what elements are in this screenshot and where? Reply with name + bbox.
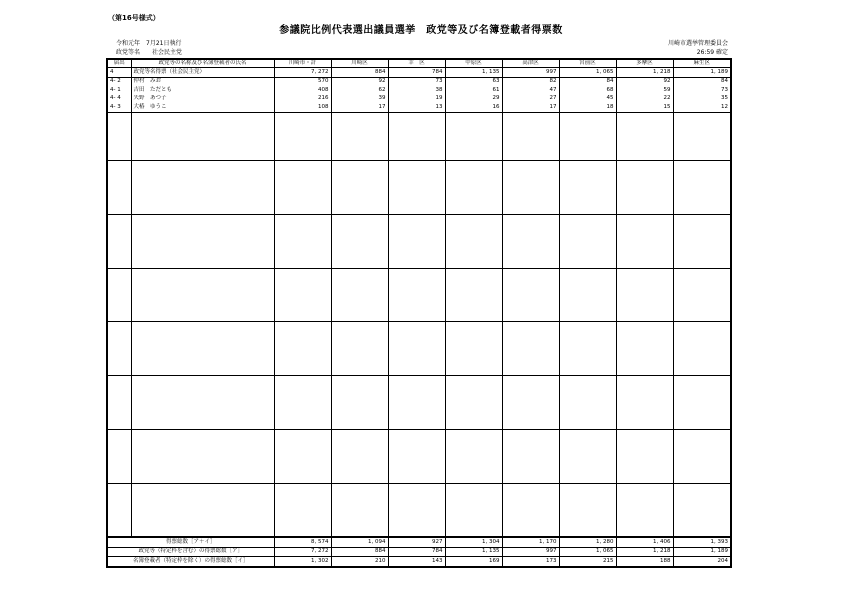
empty-cell <box>331 322 388 376</box>
vote-count: 84 <box>559 77 616 86</box>
vote-count: 997 <box>502 547 559 556</box>
total-label: 名簿登載者（特定枠を除く）の得票総数［イ］ <box>132 557 249 564</box>
empty-cell <box>331 376 388 430</box>
empty-cell <box>673 483 731 537</box>
empty-cell <box>331 112 388 160</box>
column-header: 届出 <box>107 59 131 68</box>
vote-count: 73 <box>388 77 445 86</box>
vote-count: 143 <box>388 557 445 567</box>
column-header: 川崎区 <box>331 59 388 68</box>
empty-cell <box>559 161 616 215</box>
vote-count: 1, 135 <box>445 68 502 77</box>
column-header: 麻生区 <box>673 59 731 68</box>
vote-count: 1, 189 <box>673 68 731 77</box>
total-row <box>107 557 731 567</box>
empty-cell <box>131 112 274 160</box>
vote-count: 784 <box>388 547 445 556</box>
empty-cell <box>445 376 502 430</box>
total-row <box>107 547 731 556</box>
empty-cell <box>616 161 673 215</box>
vote-count: 18 <box>559 103 616 112</box>
vote-count: 84 <box>673 77 731 86</box>
vote-count: 27 <box>502 95 559 103</box>
vote-count: 216 <box>274 95 331 103</box>
blank-row <box>107 112 731 160</box>
party-name: 政党等名得票（社会民主党） <box>131 68 274 77</box>
empty-cell <box>502 429 559 483</box>
vote-count: 73 <box>673 86 731 94</box>
empty-cell <box>107 322 131 376</box>
column-header: 幸 区 <box>388 59 445 68</box>
empty-cell <box>388 376 445 430</box>
empty-cell <box>673 268 731 322</box>
total-label: 得票総数［ア＋イ］ <box>107 537 274 547</box>
empty-cell <box>274 268 331 322</box>
vote-count: 61 <box>445 86 502 94</box>
empty-cell <box>388 483 445 537</box>
column-header: 高津区 <box>502 59 559 68</box>
vote-count: 82 <box>502 77 559 86</box>
vote-count: 1, 094 <box>331 537 388 547</box>
candidate-name: 吉田 ただとも <box>131 86 274 94</box>
empty-cell <box>107 112 131 160</box>
empty-cell <box>445 112 502 160</box>
empty-cell <box>107 214 131 268</box>
empty-cell <box>131 429 274 483</box>
confirmed-time: 26:59 確定 <box>696 49 728 56</box>
total-row <box>107 537 731 547</box>
empty-cell <box>331 429 388 483</box>
empty-cell <box>616 214 673 268</box>
empty-cell <box>673 112 731 160</box>
empty-cell <box>131 268 274 322</box>
vote-count: 7, 272 <box>274 547 331 556</box>
vote-count: 12 <box>673 103 731 112</box>
vote-count: 108 <box>274 103 331 112</box>
total-label: 政党等（特定枠を含む）の得票総数［ア］ <box>107 547 274 556</box>
vote-count: 17 <box>331 103 388 112</box>
empty-cell <box>502 322 559 376</box>
empty-cell <box>274 161 331 215</box>
vote-count: 1, 218 <box>616 547 673 556</box>
column-header: 多摩区 <box>616 59 673 68</box>
candidate-row <box>107 86 731 94</box>
empty-cell <box>388 214 445 268</box>
vote-count: 1, 189 <box>673 547 731 556</box>
empty-cell <box>331 214 388 268</box>
empty-cell <box>388 322 445 376</box>
empty-cell <box>274 322 331 376</box>
vote-count: 17 <box>502 103 559 112</box>
empty-cell <box>559 268 616 322</box>
vote-count: 1, 065 <box>559 547 616 556</box>
empty-cell <box>107 268 131 322</box>
vote-count: 92 <box>331 77 388 86</box>
empty-cell <box>502 112 559 160</box>
vote-count: 1, 304 <box>445 537 502 547</box>
vote-count: 1, 135 <box>445 547 502 556</box>
empty-cell <box>673 161 731 215</box>
page-title: 参議院比例代表選出議員選挙 政党等及び名簿登載者得票数 <box>279 25 563 36</box>
vote-count: 22 <box>616 95 673 103</box>
empty-cell <box>131 161 274 215</box>
blank-row <box>107 161 731 215</box>
vote-count: 63 <box>445 77 502 86</box>
column-header: 中原区 <box>445 59 502 68</box>
empty-cell <box>559 112 616 160</box>
vote-count: 884 <box>331 68 388 77</box>
vote-count: 8, 574 <box>274 537 331 547</box>
candidate-row <box>107 77 731 86</box>
vote-count: 13 <box>388 103 445 112</box>
vote-table <box>106 58 732 568</box>
vote-count: 570 <box>274 77 331 86</box>
empty-cell <box>673 376 731 430</box>
vote-count: 215 <box>559 557 616 567</box>
empty-cell <box>559 214 616 268</box>
candidate-number: 4- 2 <box>110 78 121 85</box>
empty-cell <box>331 483 388 537</box>
blank-row <box>107 483 731 537</box>
empty-cell <box>107 161 131 215</box>
vote-count: 1, 406 <box>616 537 673 547</box>
empty-cell <box>331 161 388 215</box>
vote-count: 1, 170 <box>502 537 559 547</box>
empty-cell <box>616 322 673 376</box>
empty-cell <box>388 112 445 160</box>
vote-count: 62 <box>331 86 388 94</box>
vote-count: 47 <box>502 86 559 94</box>
vote-count: 16 <box>445 103 502 112</box>
committee-name: 川崎市選挙管理委員会 <box>667 40 728 47</box>
empty-cell <box>673 322 731 376</box>
empty-cell <box>131 322 274 376</box>
vote-count: 210 <box>331 557 388 567</box>
empty-cell <box>673 214 731 268</box>
party-number: 4 <box>107 68 131 77</box>
vote-count: 59 <box>616 86 673 94</box>
vote-count: 7, 272 <box>274 68 331 77</box>
empty-cell <box>616 268 673 322</box>
vote-count: 29 <box>445 95 502 103</box>
empty-cell <box>445 214 502 268</box>
header-row <box>107 59 731 68</box>
vote-count: 1, 302 <box>274 557 331 567</box>
vote-count: 927 <box>388 537 445 547</box>
empty-cell <box>107 429 131 483</box>
vote-count: 35 <box>673 95 731 103</box>
vote-count: 188 <box>616 557 673 567</box>
election-date: 令和元年 7月21日執行 <box>116 40 182 47</box>
empty-cell <box>274 429 331 483</box>
empty-cell <box>445 429 502 483</box>
blank-row <box>107 429 731 483</box>
empty-cell <box>388 268 445 322</box>
vote-count: 408 <box>274 86 331 94</box>
empty-cell <box>616 429 673 483</box>
empty-cell <box>445 322 502 376</box>
column-header: 政党等の名称及び名簿登載者の氏名 <box>131 59 274 68</box>
column-header: 川崎市・計 <box>274 59 331 68</box>
vote-count: 169 <box>445 557 502 567</box>
empty-cell <box>331 268 388 322</box>
vote-count: 1, 065 <box>559 68 616 77</box>
vote-count: 173 <box>502 557 559 567</box>
empty-cell <box>131 483 274 537</box>
empty-cell <box>559 322 616 376</box>
empty-cell <box>388 429 445 483</box>
blank-row <box>107 322 731 376</box>
candidate-name: 仲村 みお <box>131 77 274 86</box>
empty-cell <box>559 483 616 537</box>
vote-count: 1, 280 <box>559 537 616 547</box>
blank-row <box>107 376 731 430</box>
vote-count: 884 <box>331 547 388 556</box>
vote-count: 204 <box>673 557 731 567</box>
empty-cell <box>616 112 673 160</box>
vote-count: 92 <box>616 77 673 86</box>
empty-cell <box>274 112 331 160</box>
candidate-number: 4- 4 <box>110 95 121 102</box>
vote-count: 15 <box>616 103 673 112</box>
empty-cell <box>107 376 131 430</box>
empty-cell <box>502 161 559 215</box>
empty-cell <box>502 214 559 268</box>
empty-cell <box>445 268 502 322</box>
empty-cell <box>559 376 616 430</box>
candidate-row <box>107 95 731 103</box>
candidate-name: 矢野 あつ子 <box>131 95 274 103</box>
column-header: 宮前区 <box>559 59 616 68</box>
empty-cell <box>445 161 502 215</box>
candidate-number: 4- 1 <box>110 86 121 93</box>
vote-count: 1, 393 <box>673 537 731 547</box>
vote-count: 997 <box>502 68 559 77</box>
empty-cell <box>502 268 559 322</box>
party-row <box>107 68 731 77</box>
empty-cell <box>274 214 331 268</box>
vote-count: 784 <box>388 68 445 77</box>
form-number: （第16号様式） <box>108 14 160 22</box>
empty-cell <box>131 214 274 268</box>
empty-cell <box>131 376 274 430</box>
empty-cell <box>274 483 331 537</box>
vote-count: 1, 218 <box>616 68 673 77</box>
empty-cell <box>388 161 445 215</box>
empty-cell <box>502 376 559 430</box>
blank-row <box>107 214 731 268</box>
candidate-number: 4- 3 <box>107 103 131 112</box>
empty-cell <box>559 429 616 483</box>
candidate-name: 大椿 ゆうこ <box>131 103 274 112</box>
party-name-line: 政党等名 社会民主党 <box>116 49 183 56</box>
empty-cell <box>616 376 673 430</box>
vote-count: 45 <box>559 95 616 103</box>
empty-cell <box>502 483 559 537</box>
empty-cell <box>274 376 331 430</box>
candidate-row <box>107 103 731 112</box>
vote-count: 39 <box>331 95 388 103</box>
blank-row <box>107 268 731 322</box>
empty-cell <box>673 429 731 483</box>
vote-count: 38 <box>388 86 445 94</box>
empty-cell <box>107 483 131 537</box>
empty-cell <box>616 483 673 537</box>
vote-count: 19 <box>388 95 445 103</box>
empty-cell <box>445 483 502 537</box>
vote-count: 68 <box>559 86 616 94</box>
